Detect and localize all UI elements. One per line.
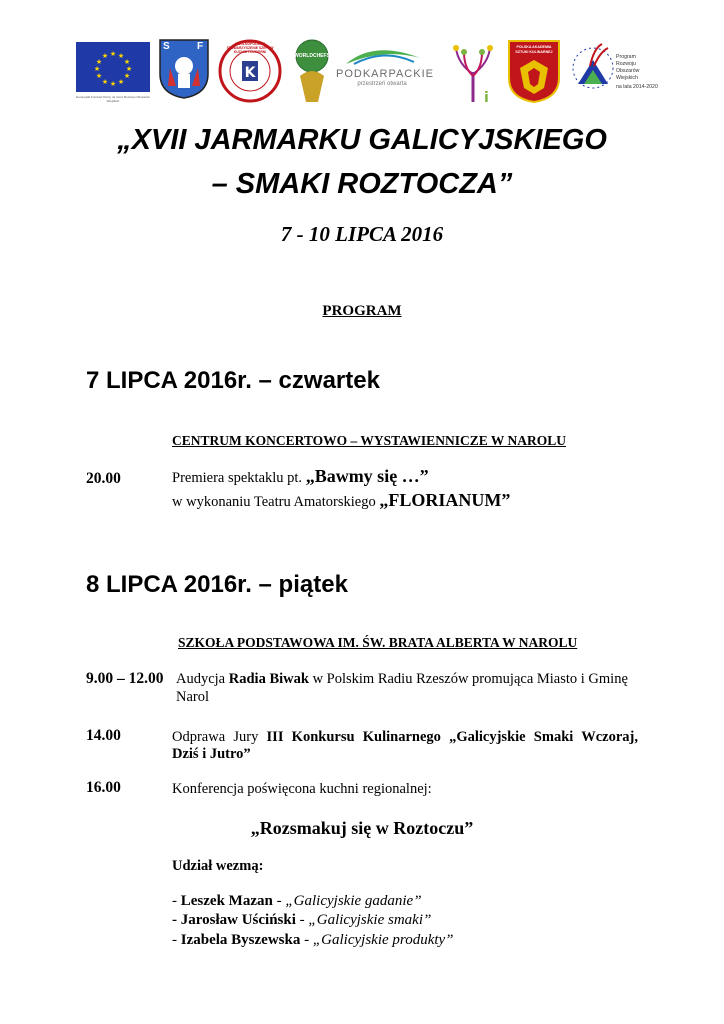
association-logo <box>218 39 282 103</box>
prow-line: Rozwoju <box>616 61 636 67</box>
text-run: Premiera spektaklu pt. <box>172 470 306 486</box>
svg-text:★: ★ <box>93 65 101 73</box>
speaker-item <box>172 893 422 910</box>
speaker-dash: - <box>172 893 181 909</box>
podkarpackie-subtitle: przestrzeń otwarta <box>357 81 407 87</box>
day1-heading: 7 LIPCA 2016r. – czwartek <box>86 367 380 394</box>
speaker-sep: - <box>272 893 286 909</box>
contest-name: III Konkursu Kulinarnego „Galicyjskie Smaki Wczoraj, <box>266 729 638 745</box>
speaker-topic: „Galicyjskie gadanie” <box>285 893 422 909</box>
day2-venue: SZKOŁA PODSTAWOWA IM. ŚW. BRATA ALBERTA W NAROLU <box>178 635 578 650</box>
coat-letter-f: F <box>197 41 204 52</box>
speaker-dash: - <box>172 932 181 948</box>
day2-event2-line2: Dziś i Jutro” <box>172 746 251 762</box>
day2-event2-line1 <box>172 729 638 746</box>
prow-text <box>616 54 666 91</box>
participants-label: Udział wezmą: <box>172 858 264 874</box>
day1-venue: CENTRUM KONCERTOWO – WYSTAWIENNICZE W NAROLU <box>172 433 566 448</box>
speaker-sep: - <box>295 912 309 928</box>
culinary-academy-logo <box>506 38 562 104</box>
text-run: Audycja <box>176 671 229 687</box>
prow-line: Wiejskich <box>616 75 638 81</box>
event-dates: 7 - 10 LIPCA 2016 <box>280 222 444 246</box>
speaker-name: Leszek Mazan <box>180 893 273 909</box>
podkarpackie-text: PODKARPACKIE <box>336 68 434 80</box>
eu-flag-logo <box>76 42 150 103</box>
svg-text:★: ★ <box>101 52 109 60</box>
text-run: Odprawa Jury <box>172 729 267 745</box>
narol-coat-of-arms-logo <box>158 38 210 100</box>
flower-tree-logo <box>448 42 498 104</box>
eu-stars-icon <box>76 42 150 92</box>
day2-event3-time: 16.00 <box>86 779 121 796</box>
association-name: OGÓLNOPOLSKIE STOWARZYSZENIE SZEFÓW KUCHNI I CUKIERNI <box>226 42 274 54</box>
prow-line: Obszarów <box>616 68 640 74</box>
svg-text:★: ★ <box>95 58 103 66</box>
day2-event1-line2: Narol <box>176 689 210 705</box>
coat-letter-s: S <box>163 41 170 52</box>
prow-line: Program <box>616 54 636 60</box>
prow-logo <box>570 40 616 92</box>
theatre-name: „FLORIANUM” <box>379 490 511 510</box>
day1-event-time: 20.00 <box>86 470 121 487</box>
svg-text:★: ★ <box>109 50 117 58</box>
svg-text:★: ★ <box>109 80 117 88</box>
speaker-topic: „Galicyjskie produkty” <box>312 932 454 948</box>
prow-line: na lata 2014-2020 <box>616 84 658 90</box>
day2-event3-text: Konferencja poświęcona kuchni regionalnej: <box>172 781 432 797</box>
day2-event1-line1 <box>176 671 628 688</box>
svg-text:K: K <box>244 65 256 81</box>
svg-text:★: ★ <box>125 65 133 73</box>
day2-event2-time: 14.00 <box>86 727 121 744</box>
svg-text:★: ★ <box>95 72 103 80</box>
svg-text:★: ★ <box>123 58 131 66</box>
worldchefs-logo <box>292 36 332 104</box>
day2-heading: 8 LIPCA 2016r. – piątek <box>86 571 348 598</box>
speaker-dash: - <box>172 912 181 928</box>
day1-event-line1 <box>172 466 429 487</box>
text-run: w Polskim Radiu Rzeszów promująca Miasto i Gminę <box>308 671 628 687</box>
svg-text:★: ★ <box>117 52 125 60</box>
day2-event1-time: 9.00 – 12.00 <box>86 670 164 687</box>
program-label: PROGRAM <box>322 303 402 319</box>
event-title-line1: „XVII JARMARKU GALICYJSKIEGO <box>117 124 607 156</box>
speaker-item <box>172 912 431 929</box>
speaker-name: Jarosław Uściński <box>180 912 296 928</box>
day1-event-line2 <box>172 490 510 511</box>
svg-text:★: ★ <box>117 78 125 86</box>
speaker-sep: - <box>300 932 313 948</box>
worldchefs-text: WORLDCHEFS <box>294 53 330 59</box>
speaker-name: Izabela Byszewska <box>180 932 301 948</box>
podkarpackie-logo <box>344 44 422 66</box>
play-title: „Bawmy się …” <box>305 466 429 486</box>
eu-caption: Europejski Fundusz Rolny na rzecz Rozwoju Obszarów Wiejskich <box>76 95 150 103</box>
text-run: w wykonaniu Teatru Amatorskiego <box>172 494 380 510</box>
academy-name: POLSKA AKADEMIA SZTUKI KULINARNEJ <box>515 45 553 54</box>
event-title-line2: – SMAKI ROZTOCZA” <box>211 168 513 200</box>
conference-title: „Rozsmakuj się w Roztoczu” <box>250 818 474 838</box>
speaker-topic: „Galicyjskie smaki” <box>308 912 432 928</box>
svg-text:i: i <box>484 90 489 104</box>
svg-text:★: ★ <box>101 78 109 86</box>
radio-name: Radia Biwak <box>228 671 309 687</box>
speaker-item <box>172 932 454 949</box>
svg-text:★: ★ <box>123 72 131 80</box>
